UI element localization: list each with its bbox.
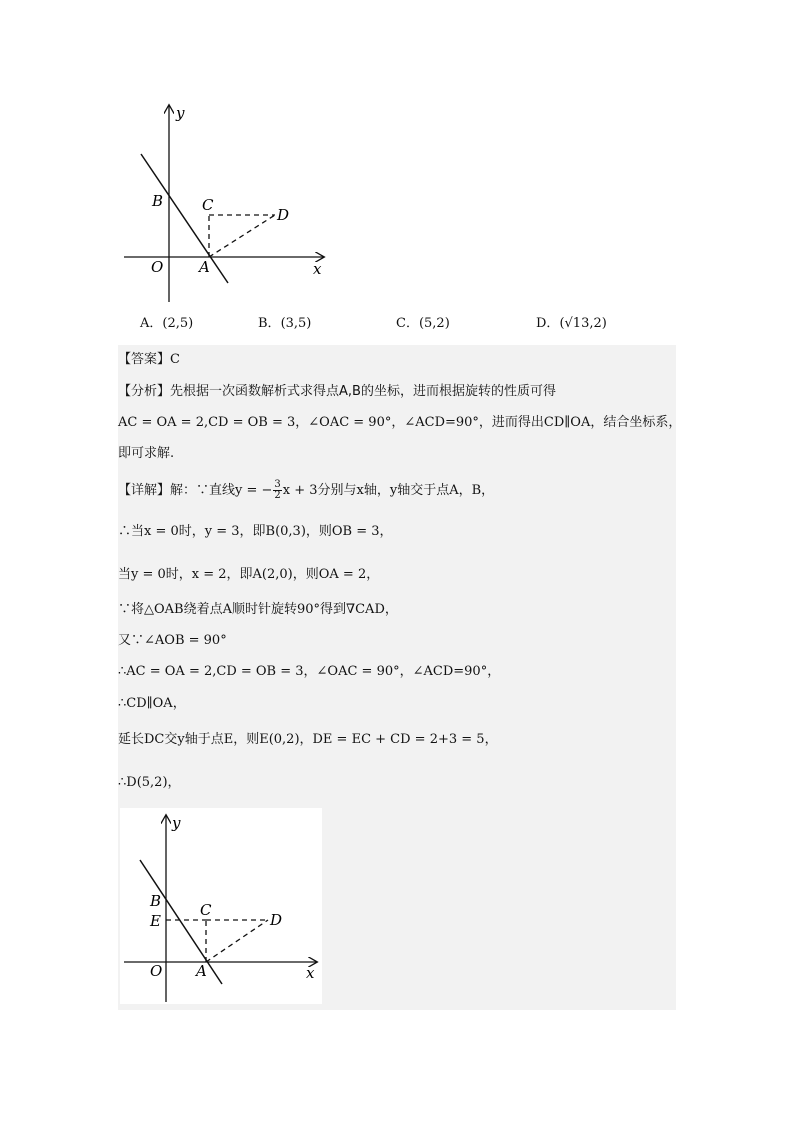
label-c: C [202,196,214,214]
detail-line-2 [118,522,393,542]
label-o: O [151,258,164,276]
answer-options [140,312,660,338]
option-b [258,312,311,331]
detail-line-9 [118,773,181,793]
detail-line-7 [118,694,186,714]
analysis-text-1: 先根据一次函数解析式求得点A,B的坐标，进而根据旋转的性质可得 [170,384,556,399]
segment-ad [206,920,268,962]
label-x: x [313,260,322,278]
detail-line-6 [118,662,500,682]
label-y: y [176,104,185,122]
detail-text-1-pre: 解：∵直线y = − [170,483,273,498]
option-a [140,312,193,331]
option-d-letter: D． [536,316,560,331]
option-c [396,312,450,331]
label-y: y [172,814,181,832]
option-b-letter: B． [258,316,281,331]
detail-text-4: ∵将△OAB绕着点A顺时针旋转90°得到∇CAD， [118,602,398,617]
figure-2 [120,808,322,1004]
label-x: x [306,964,315,982]
label-b: B [152,192,164,210]
coordinate-diagram-2 [120,808,322,1004]
option-a-value: (2,5) [162,316,194,331]
detail-line-4 [118,600,398,620]
detail-text-1-post: x + 3分别与x轴，y轴交于点A，B， [282,483,495,498]
option-a-letter: A． [140,316,163,331]
label-o: O [150,962,163,980]
label-c: C [200,901,212,919]
segment-ad [209,215,275,257]
analysis-tag: 【分析】 [118,384,171,399]
label-b: B [150,892,162,910]
analysis-line-2 [118,413,681,433]
detail-text-2: ∴当x = 0时，y = 3，即B(0,3)，则OB = 3， [118,524,393,539]
label-d: D [270,911,283,929]
figure-1 [118,100,338,305]
detail-text-7: ∴CD∥OA， [118,696,186,711]
option-d-value: (√13,2) [559,316,607,331]
analysis-line-3 [118,444,174,464]
option-c-letter: C． [396,316,419,331]
answer-line [118,350,180,370]
detail-text-9: ∴D(5,2)， [118,775,181,790]
analysis-text-3: 即可求解. [118,446,175,461]
label-a: A [196,962,207,980]
detail-text-6: ∴AC = OA = 2,CD = OB = 3，∠OAC = 90°，∠ACD=90°， [118,664,501,679]
label-d: D [277,206,290,224]
fraction-three-halves [273,480,281,501]
coordinate-diagram-1 [118,100,338,305]
detail-text-3: 当y = 0时，x = 2，即A(2,0)，则OA = 2， [118,567,380,582]
detail-line-8 [118,730,498,750]
label-e: E [150,912,161,930]
detail-tag: 【详解】 [118,483,171,498]
detail-line-1 [118,480,494,501]
detail-text-5: 又∵∠AOB = 90° [118,633,227,648]
answer-tag: 【答案】 [118,352,171,367]
option-d [536,312,607,331]
fraction-denominator: 2 [274,490,281,501]
analysis-line-1 [118,382,556,402]
label-a: A [199,258,210,276]
detail-line-5 [118,631,227,651]
option-c-value: (5,2) [418,316,450,331]
detail-text-8: 延长DC交y轴于点E，则E(0,2)，DE = EC + CD = 2+3 = 5， [118,732,498,747]
detail-line-3 [118,565,379,585]
answer-value: C [170,352,180,367]
fraction-numerator: 3 [274,479,281,490]
option-b-value: (3,5) [280,316,312,331]
analysis-text-2: AC = OA = 2,CD = OB = 3，∠OAC = 90°，∠ACD=90°，进而得出CD∥OA，结合坐标系， [118,415,682,430]
